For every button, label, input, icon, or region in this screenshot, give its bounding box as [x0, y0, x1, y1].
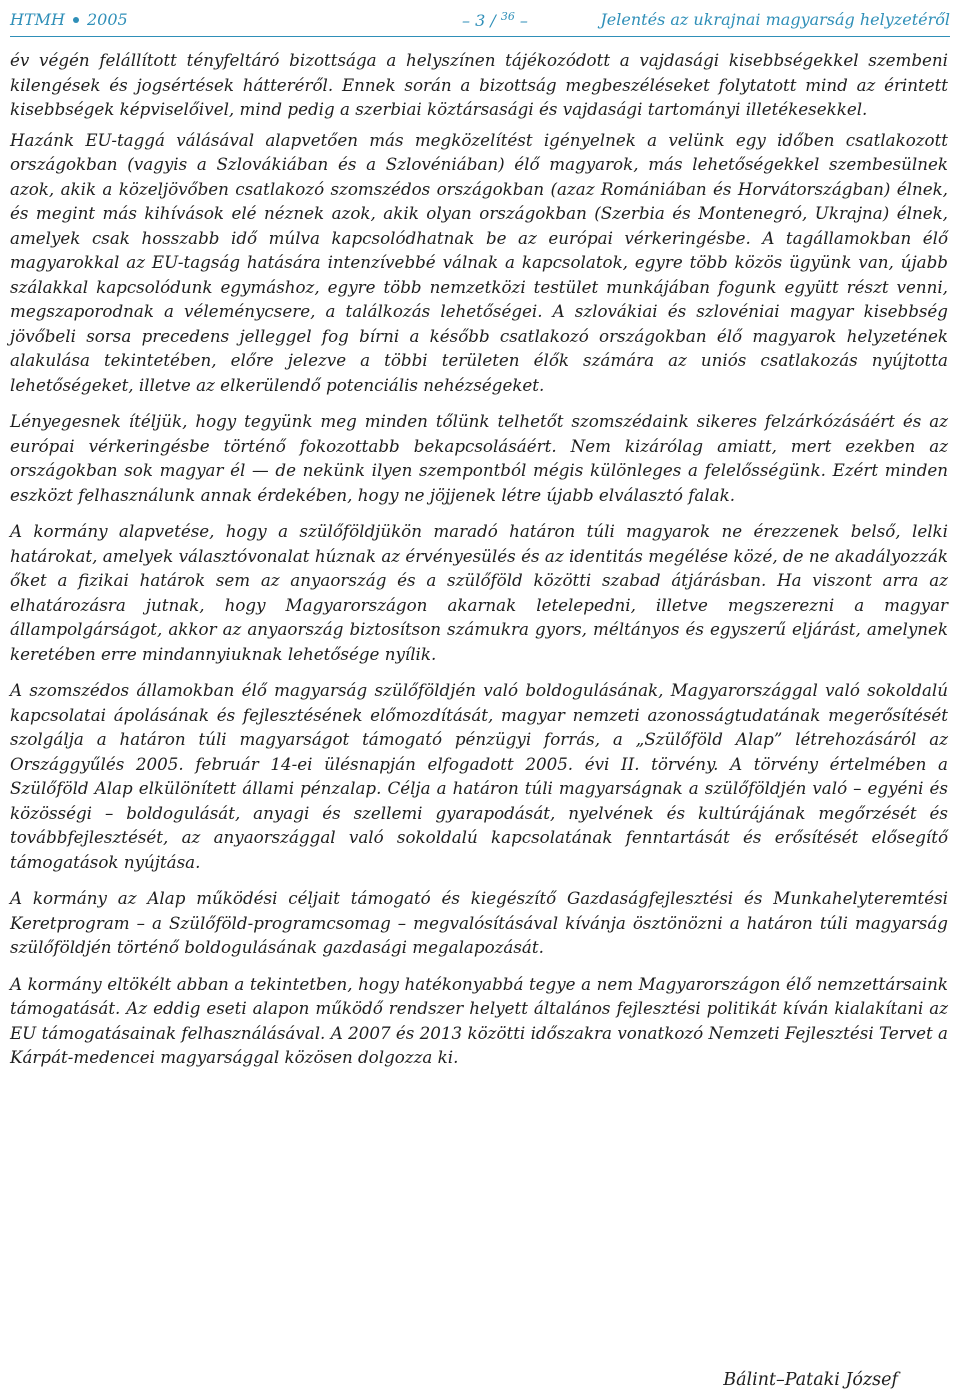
header-divider: [10, 36, 950, 37]
header-report-title: Jelentés az ukrajnai magyarság helyzetéről: [600, 10, 950, 29]
paragraph-continuation: év végén felállított tényfeltáró bizottsága a helyszínen tájékozódott a vajdasági kisebbségekkel szembeni kilengések és jogsértések hátteréről. Ennek során a bizottság megbeszéléseket folytatott mind az érintett kisebbségek képviselőivel, mind pedig a szerbiai köztársasági és vajdasági tartományi illetékesekkel.: [10, 50, 948, 119]
author-signature: Bálint–Pataki József: [723, 1370, 898, 1390]
header-publication-title: HTMH: [10, 10, 65, 29]
bullet-dot-icon: [73, 17, 79, 23]
paragraph-economic-program: A kormány az Alap működési céljait támogató és kiegészítő Gazdaságfejlesztési és Munkahelyteremtési Keretprogram – a Szülőföld-programcsomag – megvalósításával kívánja ösztönözni a határon túli magyarság szülőföldjén történő boldogulásának gazdasági megalapozását.: [10, 888, 948, 957]
page-counter: – 3 / $^{36}$ –: [462, 10, 528, 30]
page-number: 3: [475, 11, 486, 30]
header-left: [10, 10, 128, 29]
paragraph-szulofold-alap: A szomszédos államokban élő magyarság szülőföldjén való boldogulásának, Magyarországgal való sokoldalú kapcsolatai ápolásának és fejlesztésének előmozdítását, magyar nemzeti azonosságtudatának megerősítését szolgálja a határon túli magyarságot támogató pénzügyi forrás, a „Szülőföld Alap” létrehozásáról az Országgyűlés 2005. február 14-ei ülésnapján elfogadott 2005. évi II. törvény. A törvény értelmében a Szülőföld Alap elkülönített állami pénzalap. Célja a határon túli magyarságnak a szülőföldjén való – egyéni és közösségi – boldogulását, anyagi és szellemi gyarapodását, nyelvének és kultúrájának megőrzését és továbbfejlesztését, az anyaországgal való sokoldalú kapcsolatának fenntartását és erősítését elősegítő támogatások nyújtása.: [10, 680, 948, 872]
paragraph-eu-membership: Hazánk EU-taggá válásával alapvetően más megközelítést igényelnek a velünk egy időben csatlakozott országokban (vagyis a Szlovákiában és a Szlovéniában) élő magyarok, más lehetőségekkel szembesülnek azok, akik a közeljövőben csatlakozó szomszédos országokban (azaz Romániában és Horvátországban) élnek, és megint más kihívások elé néznek azok, akik olyan országokban (Szerbia és Montenegró, Ukrajna) élnek, amelyek csak hosszabb idő múlva kapcsolódhatnak be az európai vérkeringésbe. A tagállamokban élő magyarokkal az EU-tagság hatására intenzívebbé válnak a kapcsolatok, egyre több közös ügyünk van, újabb szálakkal kapcsolódunk egymáshoz, egyre több nemzetközi testület munkájában fogunk együtt részt venni, megszaporodnak a véleménycsere, a találkozás lehetőségei. A szlovákiai és szlovéniai magyar kisebbség jövőbeli sorsa precedens jelleggel fog bírni a később csatlakozó országokban élő magyarok helyzetének alakulása tekintetében, előre jelezve a többi területen élők számára az uniós csatlakozás nyújtotta lehetőségeket, illetve az elkerülendő potenciális nehézségeket.: [10, 129, 948, 395]
paragraph-government-principle: A kormány alapvetése, hogy a szülőföldjükön maradó határon túli magyarok ne érezzenek belső, lelki határokat, amelyek választóvonalat húznak az érvényesülés és az identitás megélése közé, de ne akadályozzák őket a fizikai határok sem az anyaország és a szülőföld közötti szabad átjárásban. Ha viszont arra az elhatározásra jutnak, hogy Magyarországon akarnak letelepedni, illetve megszerezni a magyar állampolgárságot, akkor az anyaország biztosítson számukra gyors, méltányos és egyszerű eljárást, amelynek keretében erre mindannyiuknak lehetősége nyílik.: [10, 521, 948, 664]
paragraph-neighbours: Lényegesnek ítéljük, hogy tegyünk meg minden tőlünk telhetőt szomszédaink sikeres felzárkózásáért és az európai vérkeringésbe történő fokozottabb bekapcsolásáért. Nem kizárólag amiatt, mert ezekben az országokban sok magyar él — de nekünk ilyen szempontból mégis különleges a felelősségünk. Ezért minden eszközt felhasználunk annak érdekében, hogy ne jöjjenek létre újabb elválasztó falak.: [10, 411, 948, 505]
document-body: [10, 48, 948, 1082]
page-total: 36: [500, 10, 515, 23]
paragraph-development-policy: A kormány eltökélt abban a tekintetben, hogy hatékonyabbá tegye a nem Magyarországon élő nemzettársaink támogatását. Az eddig eseti alapon működő rendszer helyett általános fejlesztési politikát kíván kialakítani az EU támogatásainak felhasználásával. A 2007 és 2013 közötti időszakra vonatkozó Nemzeti Fejlesztési Tervet a Kárpát-medencei magyarsággal közösen dolgozza ki.: [10, 973, 948, 1067]
header-year: 2005: [86, 10, 128, 29]
page-header: [10, 4, 950, 34]
